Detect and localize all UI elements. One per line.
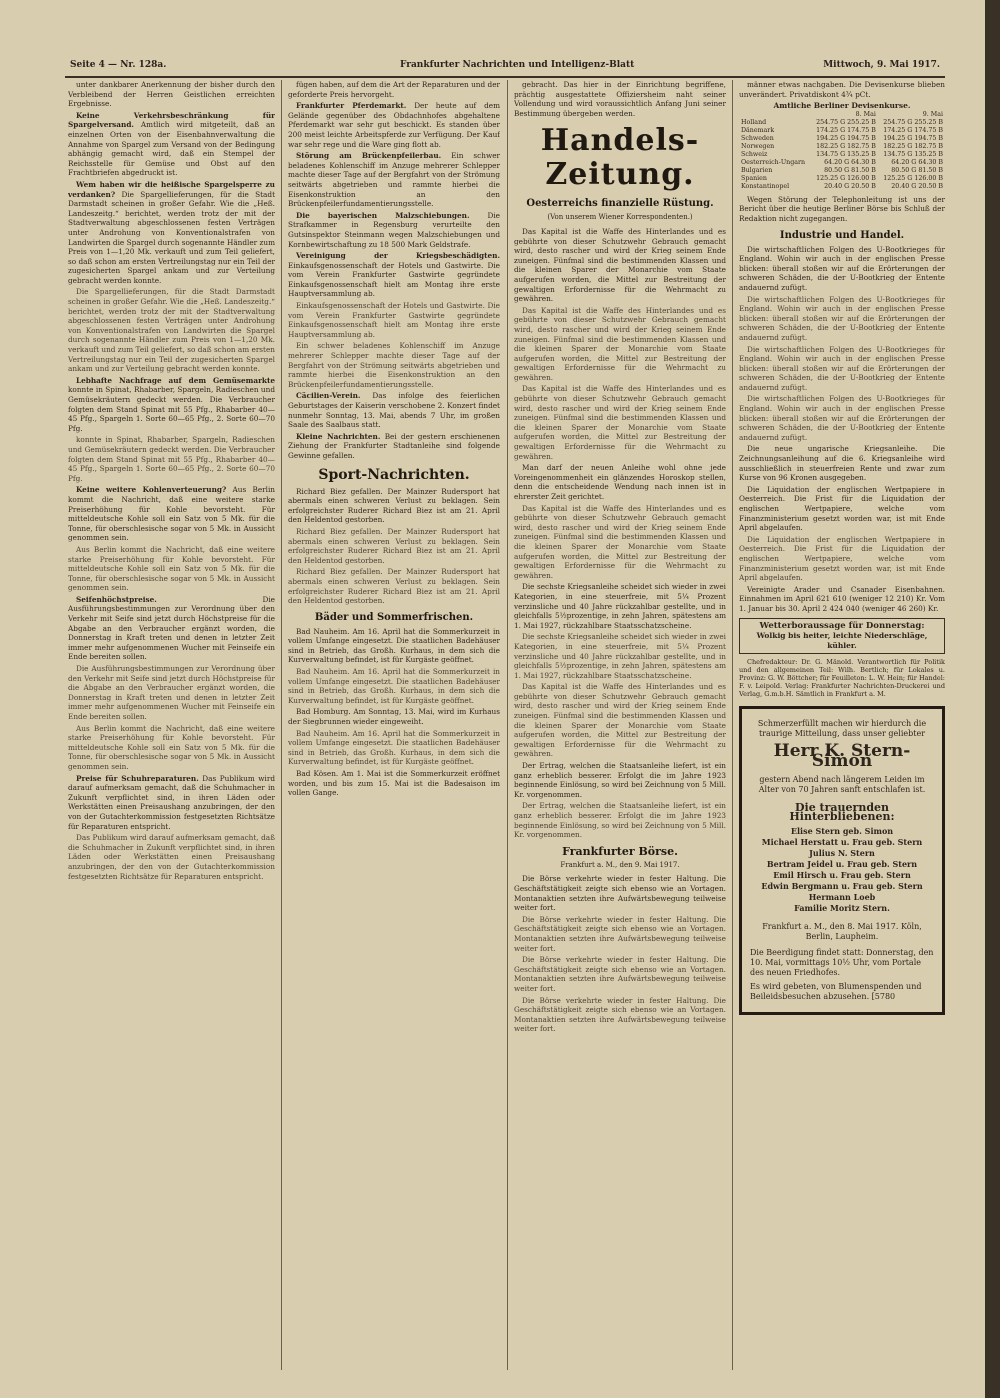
paragraph: Der heute auf dem Gelände gegenüber des Obdachnhofes abgehaltene Pferdemarkt war sehr gut beschickt. Es standen über 200 meist leichte Arbeitspferde zur Verfügung. Der Kauf war sehr rege und die Ware ging flott ab. [288,101,500,149]
headline: Seifenhöchstpreise. [76,594,157,604]
fx-row [739,159,945,167]
paragraph-continued: Das Kapital ist die Waffe des Hinterlandes und es gebührte von dieser Schutzwehr Gebrauch gemacht wird, desto rascher und wird der Krieg seinem Ende zuneigen. Fünfmal sind die bestimmenden Klassen und die kleinen Sparer der Monarchie vom Staate aufgerufen worden, die Mittel zur Bestreitung der gewaltigen Erfordernisse für die Wehrmacht zu gewähren. [514,305,726,382]
fx-cell: Schweiz [741,150,768,158]
paragraph: Vereinigte Arader und Csanader Eisenbahnen. Einnahmen im April 621 610 (weniger 12 210) Kr. Vom 1. Januar bis 30. April 2 424 040 (weniger 46 260) Kr. [739,584,945,613]
paragraph-continued: Die Ausführungsbestimmungen zur Verordnung über den Verkehr mit Seife sind jetzt durch Höchstpreise für die Abgabe an den Verbraucher ergänzt worden, die Donnerstag in Kraft treten und denen in letzter Zeit immer mehr aufgenommenen Wucher mit Feinseife ein Ende bereiten sollen. [68,664,275,721]
column-1 [68,80,275,1370]
notice-place-date: Frankfurt a. M., den 8. Mai 1917. Köln, Berlin, Laupheim. [762,921,922,941]
paragraph: Wegen Störung der Telephonleitung ist uns der Bericht über die heutige Berliner Börse bis Schluß der Redaktion nicht zugegangen. [739,194,945,223]
headline: Keine Verkehrsbeschränkung für Spargelversand. [68,110,275,130]
fx-cell: 174.25 G 174.75 B [883,126,943,134]
mourner-name: Edwin Bergmann u. Frau geb. Stern [761,880,923,891]
headline: Cäcilien-Verein. [296,391,361,401]
paragraph: Der Ertrag, welchen die Staatsanleihe liefert, ist ein ganz erheblich besserer. Erfolgt die im Jahre 1923 beginnende Einlösung, so wird bei Zeichnung von 5 Mill. Kr. vorgenommen. [514,761,726,799]
paragraph: Die Strafkammer in Regensburg verurteilte den Gutsinspektor Steinmann wegen Malzschiebungen und Kornbewirtschaftung zu 18 500 Mark Geldstrafe. [288,210,500,249]
mourner-name: Bertram Jeidel u. Frau geb. Stern [766,858,918,869]
paragraph-continued: Die wirtschaftlichen Folgen des U-Bootkrieges für England. Wohin wir auch in der englischen Presse blicken: überall stoßen wir auf die Erörterungen der schweren Schäden, die der U-Bootkrieg der Entente andauernd zufügt. [739,294,945,342]
fx-row [739,151,945,159]
headline: Störung am Brückenpfeilerbau. [296,151,442,161]
paragraph-continued: Das Kapital ist die Waffe des Hinterlandes und es gebührte von dieser Schutzwehr Gebrauch gemacht wird, desto rascher und wird der Krieg seinem Ende zuneigen. Fünfmal sind die bestimmenden Klassen und die kleinen Sparer der Monarchie vom Staate aufgerufen worden, die Mittel zur Bestreitung der gewaltigen Erfordernisse für die Wehrmacht zu gewähren. [514,384,726,461]
column-2 [288,80,500,1370]
paragraph: Richard Biez gefallen. Der Mainzer Rudersport hat abermals einen schweren Verlust zu beklagen. Sein erfolgreichster Ruderer Richard Biez ist am 21. April den Heldentod gestorben. [288,486,500,525]
fx-cell: 134.75 G 135.25 B [883,150,943,158]
section-title-handels: Handels-Zeitung. [540,123,700,193]
notice-mourners-title: Die trauernden Hinterbliebenen: [789,800,895,824]
paragraph-continued: Die Börse verkehrte wieder in fester Haltung. Die Geschäftstätigkeit zeigte sich ebenso wie an Vortagen. Montanaktien setzten ihre Aufwärtsbewegung teilweise weiter fort. [514,955,726,993]
fx-header-cell [739,111,811,119]
paragraph: Bad Nauheim. Am 16. April hat die Sommerkurzeit in vollem Umfange eingesetzt. Die staatlichen Badehäuser sind in Betrieb, das Großh. Kurhaus, in dem sich die Kurverwaltung befindet, ist für Kurgäste geöffnet. [288,626,500,665]
paragraph: Die Spargellieferungen, für die Stadt Darmstadt scheinen in großer Gefahr. Wie die „Heß. Landeszeitg.“ berichtet, werden trotz der mit der Stadtverwaltung abgeschlossenen festen Verträgen unter Androhung von Konventionalstrafen von Landwirten die Spargel durch sogenannte Händler zum Preis von 1—1,20 Mk. verkauft und zum Teil geliefert, so daß schon am ersten Vertreilungstag nur ein Teil der zugesicherten Spargel ankam und zur Verteilung gebracht werden konnte. [68,189,275,285]
paragraph-continued: Die sechste Kriegsanleihe scheidet sich wieder in zwei Kategorien, in eine steuerfreie, mit 5¼ Prozent verzinsliche und 40 Jahre rückzahlbar gestellte, und in gleichfalls 5½prozentige, in zehn Jahren, spätestens am 1. Mai 1927, rückzahlbare Staatsschatzscheine. [514,632,726,680]
paragraph: Amtlich wird mitgeteilt, daß an einzelnen Orten von der Eisenbahnverwaltung die Annahme von Spargel zum Versand von der Bedingung abhängig gemacht wird, daß ein Stempel der Reichsstelle für Gemüse und Obst auf den Frachtbriefen abgedruckt ist. [68,120,275,178]
page-margin [985,0,1000,1398]
fx-cell: 64.20 G 64.30 B [891,158,943,166]
fx-cell: Spanien [741,174,767,182]
fx-cell: Norwegen [741,142,775,150]
fx-cell: 182.25 G 182.75 B [816,142,876,150]
byline: (Von unserem Wiener Korrespondenten.) [547,213,693,222]
fx-cell: Holland [741,118,767,126]
page-header [70,60,940,74]
fx-header-cell: 9. Mai [922,110,943,118]
fx-cell: Oesterreich-Ungarn [741,158,806,166]
headline: Preise für Schuhreparaturen. [76,773,199,783]
fx-title: Amtliche Berliner Devisenkurse. [773,101,911,111]
imprint: Chefredakteur: Dr. G. Mänold. Verantwortlich für Politik und den allgemeinen Teil: Wilh. Bertlich; für Lokales u. Provinz: G. W. Böttcher; für Feuilleton: L. W. Hein; für Handel: F. v. Leipold. Verlag: Frankfurter Nachrichten-Druckerei und Verlag, G.m.b.H. Sämtlich in Frankfurt a. M. [739,658,945,699]
paragraph-continued: Richard Biez gefallen. Der Mainzer Rudersport hat abermals einen schweren Verlust zu beklagen. Sein erfolgreichster Ruderer Richard Biez ist am 21. April den Heldentod gestorben. [288,526,500,565]
paragraph-continued: Ein schwer beladenes Kohlenschiff im Anzuge mehrerer Schlepper machte dieser Tage auf der Bergfahrt von der Strömung seitwärts abgetrieben und rammte hierbei die Eisenkonstruktion an den Brückenpfeilerfundamentierungsstelle. [288,341,500,389]
dateline: Frankfurt a. M., den 9. Mai 1917. [560,860,680,869]
mourner-name: Hermann Loeb [808,891,876,902]
paragraph: Bad Kösen. Am 1. Mai ist die Sommerkurzeit eröffnet worden, und bis zum 15. Mai ist die Badesaison im vollen Gange. [288,769,500,798]
notice-intro: Schmerzerfüllt machen wir hierdurch die traurige Mitteilung, dass unser geliebter [757,719,927,739]
fx-cell: 194.25 G 194.75 B [816,134,876,142]
notice-request: Es wird gebeten, von Blumenspenden und Beileidsbesuchen abzusehen. [5780 [750,981,922,1001]
paragraph: Die Börse verkehrte wieder in fester Haltung. Die Geschäftstätigkeit zeigte sich ebenso wie an Vortagen. Montanaktien setzten ihre Aufwärtsbewegung teilweise weiter fort. [514,874,726,913]
column-4 [739,80,945,1370]
paragraph-continued: Der Ertrag, welchen die Staatsanleihe liefert, ist ein ganz erheblich besserer. Erfolgt die im Jahre 1923 beginnende Einlösung, so wird bei Zeichnung von 5 Mill. Kr. vorgenommen. [514,801,726,840]
paragraph: Die Liquidation der englischen Wertpapiere in Oesterreich. Die Frist für die Liquidation der englischen Wertpapiere, welche vom Finanzministerium gesetzt worden war, ist mit Ende April abgelaufen. [739,484,945,533]
mourner-name: Julius N. Stern [809,847,875,858]
paragraph: Aus Berlin kommt die Nachricht, daß eine weitere starke Preiserhöhung für Kohle bevorsteht. Für mitteldeutsche Kohle soll ein Satz von 5 Mk. für die Tonne, für oberschlesische sogar von 5 Mk. in Aussicht genommen sein. [68,485,275,543]
fx-cell: 134.75 G 135.25 B [816,150,876,158]
mourner-name: Michael Herstatt u. Frau geb. Stern [761,836,923,847]
paragraph: fügen haben, auf dem die Art der Reparaturen und der geforderte Preis hervorgeht. [288,80,500,99]
weather-forecast: Wolkig bis heiter, leichte Niederschläge, kühler. [756,631,928,650]
fx-header-cell: 8. Mai [855,110,876,118]
paragraph-continued: Das Kapital ist die Waffe des Hinterlandes und es gebührte von dieser Schutzwehr Gebrauch gemacht wird, desto rascher und wird der Krieg seinem Ende zuneigen. Fünfmal sind die bestimmenden Klassen und die kleinen Sparer der Monarchie vom Staate aufgerufen worden, die Mittel zur Bestreitung der gewaltigen Erfordernisse für die Wehrmacht zu gewähren. [514,503,726,580]
paragraph-continued: Die Börse verkehrte wieder in fester Haltung. Die Geschäftstätigkeit zeigte sich ebenso wie an Vortagen. Montanaktien setzten ihre Aufwärtsbewegung teilweise weiter fort. [514,995,726,1034]
fx-cell: 194.25 G 194.75 B [883,134,943,142]
headline: Wem haben wir die heißische Spargelsperre zu verdanken? [68,179,275,199]
paragraph-continued: Aus Berlin kommt die Nachricht, daß eine weitere starke Preiserhöhung für Kohle bevorsteht. Für mitteldeutsche Kohle soll ein Satz von 5 Mk. für die Tonne, für oberschlesische sogar von 5 Mk. in Aussicht genommen sein. [68,544,275,593]
notice-burial: Die Beerdigung findet statt: Donnerstag, den 10. Mai, vormittags 10½ Uhr, vom Portale des neuen Friedhofes. [750,947,934,977]
paragraph: Das Kapital ist die Waffe des Hinterlandes und es gebührte von dieser Schutzwehr Gebrauch gemacht wird, desto rascher und wird der Krieg seinem Ende zuneigen. Fünfmal sind die bestimmenden Klassen und die kleinen Sparer der Monarchie vom Staate aufgerufen worden, die Mittel zur Bestreitung der gewaltigen Erfordernisse für die Wehrmacht zu gewähren. [514,226,726,304]
masthead: Frankfurter Nachrichten und Intelligenz-Blatt [400,60,635,70]
fx-cell: 174.25 G 174.75 B [816,126,876,134]
paragraph: gebracht. Das hier in der Einrichtung begriffene, prächtig ausgestattete Offiziersheim naht seiner Vollendung und wird voraussichtlich Anfang Juni seiner Bestimmung übergeben werden. [514,80,726,118]
death-notice [739,706,945,1014]
paragraph: Ein schwer beladenes Kohlenschiff im Anzuge mehrerer Schlepper machte dieser Tage auf der Bergfahrt von der Strömung seitwärts abgetrieben und rammte hierbei die Eisenkonstruktion an den Brückenpfeilerfundamentierungsstelle. [288,151,500,209]
column-divider [281,80,282,1370]
header-rule [65,76,945,78]
fx-table [739,111,945,191]
paragraph: Man darf der neuen Anleihe wohl ohne jede Voreingenommenheit ein glänzendes Horoskop stellen, denn die entscheidende Wendung nach innen ist in ehrerster Zeit gerichtet. [514,463,726,501]
fx-row [739,119,945,127]
weather-box [739,618,945,655]
paragraph: Das Publikum wird darauf aufmerksam gemacht, daß die Schuhmacher in Zukunft verpflichtet sind, in ihren Läden oder Werkstätten einen Preisaushang anzubringen, der den von der Gutachterkommission festgesetzten Richtsätze für Reparaturen entspricht. [68,773,275,831]
fx-cell: Bulgarien [741,166,773,174]
paragraph: männer etwas nachgaben. Die Devisenkurse blieben unverändert. Privatdiskont 4¾ pCt. [739,80,945,99]
column-3 [514,80,726,1370]
headline: Oesterreichs finanzielle Rüstung. [526,198,714,210]
paragraph: unter dankbarer Anerkennung der bisher durch den Verbleibend der Herren Geistlichen erreichten Ergebnisse. [68,80,275,109]
paragraph-continued: Bad Nauheim. Am 16. April hat die Sommerkurzeit in vollem Umfange eingesetzt. Die staatlichen Badehäuser sind in Betrieb, das Großh. Kurhaus, in dem sich die Kurverwaltung befindet, ist für Kurgäste geöffnet. [288,667,500,705]
fx-cell: Dänemark [741,126,775,134]
mourner-name: Emil Hirsch u. Frau geb. Stern [773,869,911,880]
fx-row [739,127,945,135]
fx-cell: Schweden [741,134,774,142]
section-title-industrie: Industrie und Handel. [779,229,905,241]
paragraph-continued: Die wirtschaftlichen Folgen des U-Bootkrieges für England. Wohin wir auch in der englischen Presse blicken: überall stoßen wir auf die Erörterungen der schweren Schäden, die der U-Bootkrieg der Entente andauernd zufügt. [739,394,945,442]
headline: Vereinigung der Kriegsbeschädigten. [296,251,500,261]
mourners-list [750,826,934,914]
paragraph: Das infolge des feierlichen Geburtstages der Kaiserin verschobene 2. Konzert findet nunmehr Sonntag, 13. Mai, abends 7 Uhr, im großen Saale des Saalbaus statt. [288,391,500,430]
mourner-name: Elise Stern geb. Simon [790,825,894,836]
fx-cell: 64.20 G 64.30 B [824,158,876,166]
paragraph: Die Ausführungsbestimmungen zur Verordnung über den Verkehr mit Seife sind jetzt durch Höchstpreise für die Abgabe an den Verbraucher ergänzt worden, die Donnerstag in Kraft treten und denen in letzter Zeit immer mehr aufgenommenen Wucher mit Feinseife ein Ende bereiten sollen. [68,594,275,662]
fx-cell: 125.25 G 126.00 B [816,174,876,182]
paragraph-continued: Aus Berlin kommt die Nachricht, daß eine weitere starke Preiserhöhung für Kohle bevorsteht. Für mitteldeutsche Kohle soll ein Satz von 5 Mk. für die Tonne, für oberschlesische sogar von 5 Mk. in Aussicht genommen sein. [68,723,275,771]
headline: Lebhafte Nachfrage auf dem Gemüsemarkte [76,375,275,385]
paragraph: Bei der gestern erschienenen Ziehung der Frankfurter Stadtanleihe sind folgende Gewinne gefallen. [288,431,500,460]
column-divider [732,80,733,1370]
weather-title: Wetterboraussage für Donnerstag: [759,620,925,631]
fx-row [739,135,945,143]
paragraph: Die neue ungarische Kriegsanleihe. Die Zeichnungsanleihung auf die 6. Kriegsanleihe wird ausschließlich in steuerfreien Rente und zwar zum Kurse von 96 Kronen ausgegeben. [739,444,945,483]
paragraph-continued: Das Kapital ist die Waffe des Hinterlandes und es gebührte von dieser Schutzwehr Gebrauch gemacht wird, desto rascher und wird der Krieg seinem Ende zuneigen. Fünfmal sind die bestimmenden Klassen und die kleinen Sparer der Monarchie vom Staate aufgerufen worden, die Mittel zur Bestreitung der gewaltigen Erfordernisse für die Wehrmacht zu gewähren. [514,682,726,759]
mourner-name: Familie Moritz Stern. [794,902,890,913]
paragraph-continued: Bad Nauheim. Am 16. April hat die Sommerkurzeit in vollem Umfange eingesetzt. Die staatlichen Badehäuser sind in Betrieb, das Großh. Kurhaus, in dem sich die Kurverwaltung befindet, ist für Kurgäste geöffnet. [288,728,500,767]
headline: Die bayerischen Malzschiebungen. [296,210,470,220]
fx-cell: 80.50 G 81.50 B [824,166,876,174]
headline: Kleine Nachrichten. [296,431,381,441]
fx-cell: 20.40 G 20.50 B [824,182,876,190]
fx-cell: 182.25 G 182.75 B [883,142,943,150]
paragraph-continued: Die Liquidation der englischen Wertpapiere in Oesterreich. Die Frist für die Liquidation der englischen Wertpapiere, welche vom Finanzministerium gesetzt worden war, ist mit Ende April abgelaufen. [739,534,945,583]
issue-date: Mittwoch, 9. Mai 1917. [823,60,940,70]
page-number: Seite 4 — Nr. 128a. [70,60,167,70]
paragraph-continued: Die Börse verkehrte wieder in fester Haltung. Die Geschäftstätigkeit zeigte sich ebenso wie an Vortagen. Montanaktien setzten ihre Aufwärtsbewegung teilweise weiter fort. [514,914,726,953]
fx-cell: 80.50 G 81.50 B [891,166,943,174]
fx-row [739,143,945,151]
paragraph-continued: konnte in Spinat, Rhabarber, Spargeln, Radieschen und Gemüsekräutern gedeckt werden. Die Verbraucher folgten dem Stand Spinat mit 55 Pfg., Rhabarber 40—45 Pfg., Spargeln 1. Sorte 60—65 Pfg., 2. Sorte 60—70 Pfg. [68,435,275,483]
paragraph: Bad Homburg. Am Sonntag, 13. Mai, wird im Kurhaus der Siegbrunnen wieder eingeweiht. [288,707,500,727]
fx-row [739,183,945,191]
paragraph-continued: Die wirtschaftlichen Folgen des U-Bootkrieges für England. Wohin wir auch in der englischen Presse blicken: überall stoßen wir auf die Erörterungen der schweren Schäden, die der U-Bootkrieg der Entente andauernd zufügt. [739,344,945,392]
paragraph: Die sechste Kriegsanleihe scheidet sich wieder in zwei Kategorien, in eine steuerfreie, mit 5¼ Prozent verzinsliche und 40 Jahre rückzahlbar gestellte, und in gleichfalls 5½prozentige, in zehn Jahren, spätestens am 1. Mai 1927, rückzahlbare Staatsschatzscheine. [514,582,726,630]
fx-cell: 20.40 G 20.50 B [891,182,943,190]
headline: Frankfurter Pferdemarkt. [296,101,407,111]
fx-row [739,167,945,175]
section-title-baeder: Bäder und Sommerfrischen. [314,611,474,623]
fx-cell: 125.25 G 126.00 B [883,174,943,182]
paragraph-continued: Das Publikum wird darauf aufmerksam gemacht, daß die Schuhmacher in Zukunft verpflichtet sind, in ihren Läden oder Werkstätten einen Preisaushang anzubringen, der den von der Gutachterkommission festgesetzten Richtsätze für Reparaturen entspricht. [68,833,275,881]
fx-row [739,175,945,183]
section-title-boerse: Frankfurter Börse. [562,844,678,858]
paragraph: konnte in Spinat, Rhabarber, Spargeln, Radieschen und Gemüsekräutern gedeckt werden. Die Verbraucher folgten dem Stand Spinat mit 55 Pfg., Rhabarber 40—45 Pfg., Spargeln 1. Sorte 60—65 Pfg., 2. Sorte 60—70 Pfg. [68,385,275,433]
paragraph: Die wirtschaftlichen Folgen des U-Bootkrieges für England. Wohin wir auch in der englischen Presse blicken: überall stoßen wir auf die Erörterungen der schweren Schäden, die der U-Bootkrieg der Entente andauernd zufügt. [739,244,945,292]
paragraph-continued: Die Spargellieferungen, für die Stadt Darmstadt scheinen in großer Gefahr. Wie die „Heß. Landeszeitg.“ berichtet, werden trotz der mit der Stadtverwaltung abgeschlossenen festen Verträgen unter Androhung von Konventionalstrafen von Landwirten die Spargel durch sogenannte Händler zum Preis von 1—1,20 Mk. verkauft und zum Teil geliefert, so daß schon am ersten Vertreilungstag nur ein Teil der zugesicherten Spargel ankam und zur Verteilung gebracht werden konnte. [68,287,275,374]
fx-cell: Konstantinopel [741,182,790,190]
fx-cell: 254.75 G 255.25 B [883,118,943,126]
fx-cell: 254.75 G 255.25 B [816,118,876,126]
headline: Keine weitere Kohlenverteuerung? [76,485,227,495]
notice-name: Herr K. Stern-Simon [773,741,911,771]
section-title-sport: Sport-Nachrichten. [318,466,470,483]
paragraph-continued: Richard Biez gefallen. Der Mainzer Rudersport hat abermals einen schweren Verlust zu beklagen. Sein erfolgreichster Ruderer Richard Biez ist am 21. April den Heldentod gestorben. [288,567,500,606]
paragraph: Einkaufsgenossenschaft der Hotels und Gastwirte. Die vom Verein Frankfurter Gastwirte gegründete Einkaufsgenossenschaft hielt am Montag ihre erste Hauptversammlung ab. [288,260,500,299]
column-divider [507,80,508,1370]
notice-text: gestern Abend nach längerem Leiden im Alter von 70 Jahren sanft entschlafen ist. [758,774,926,794]
paragraph-continued: Einkaufsgenossenschaft der Hotels und Gastwirte. Die vom Verein Frankfurter Gastwirte gegründete Einkaufsgenossenschaft hielt am Montag ihre erste Hauptversammlung ab. [288,301,500,339]
